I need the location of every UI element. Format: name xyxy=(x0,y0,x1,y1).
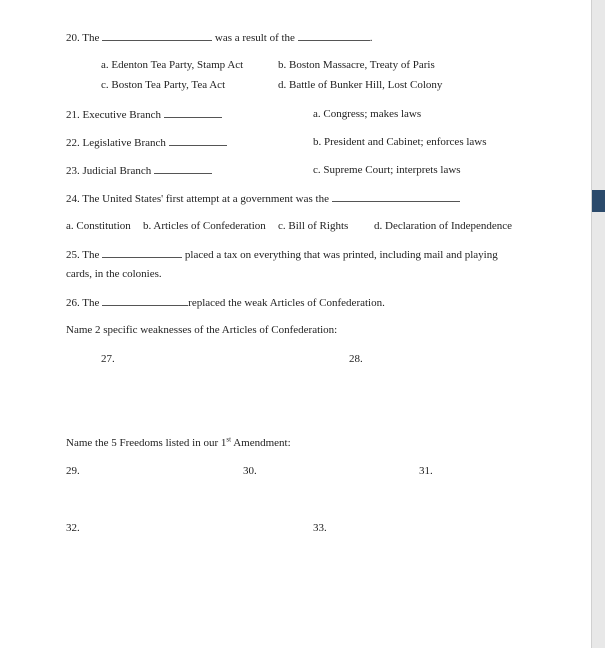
q20-prefix: 20. The xyxy=(66,32,100,44)
question-21 xyxy=(66,108,222,122)
q21-blank[interactable] xyxy=(164,108,222,118)
q26-blank[interactable] xyxy=(102,296,188,306)
question-24 xyxy=(66,192,460,206)
q25-line2: cards, in the colonies. xyxy=(66,268,162,280)
q24-option-b: b. Articles of Confederation xyxy=(143,220,266,232)
q22-label: 22. Legislative Branch xyxy=(66,137,166,149)
q20-option-c: c. Boston Tea Party, Tea Act xyxy=(101,79,226,91)
q21-match: a. Congress; makes laws xyxy=(313,108,422,120)
q20-blank-1[interactable] xyxy=(102,31,212,41)
q25-prefix: 25. The xyxy=(66,249,100,261)
q24-option-d: d. Declaration of Independence xyxy=(374,220,513,232)
q24-blank[interactable] xyxy=(332,192,460,202)
q24-label: 24. The United States' first attempt at a government was the xyxy=(66,193,329,205)
q23-match: c. Supreme Court; interprets laws xyxy=(313,164,461,176)
q26-prefix: 26. The xyxy=(66,297,100,309)
q23-label: 23. Judicial Branch xyxy=(66,165,152,177)
q20-option-a: a. Edenton Tea Party, Stamp Act xyxy=(101,59,244,71)
answer-27-number: 27. xyxy=(101,353,115,365)
q20-option-b: b. Boston Massacre, Treaty of Paris xyxy=(278,59,435,71)
q20-option-d: d. Battle of Bunker Hill, Lost Colony xyxy=(278,79,443,91)
question-20 xyxy=(66,31,372,45)
q22-blank[interactable] xyxy=(169,136,227,146)
answer-29-number: 29. xyxy=(66,465,80,477)
freedoms-prompt-end: Amendment: xyxy=(231,437,291,449)
right-panel-highlight xyxy=(592,190,605,212)
answer-31-number: 31. xyxy=(419,465,433,477)
q20-end: . xyxy=(369,32,373,44)
q20-middle: was a result of the xyxy=(214,32,295,44)
q24-option-a: a. Constitution xyxy=(66,220,131,232)
freedoms-prompt-start: Name the 5 Freedoms listed in our 1 xyxy=(66,437,227,449)
q20-blank-2[interactable] xyxy=(298,31,370,41)
answer-30-number: 30. xyxy=(243,465,257,477)
answer-28-number: 28. xyxy=(349,353,363,365)
answer-32-number: 32. xyxy=(66,522,80,534)
q22-match: b. President and Cabinet; enforces laws xyxy=(313,136,487,148)
q25-blank[interactable] xyxy=(102,248,182,258)
freedoms-prompt xyxy=(66,437,291,450)
q25-line1: placed a tax on everything that was printed, including mail and playing xyxy=(184,249,498,261)
right-panel-edge xyxy=(591,0,605,648)
question-26 xyxy=(66,296,385,310)
q23-blank[interactable] xyxy=(154,164,212,174)
weaknesses-prompt: Name 2 specific weaknesses of the Articles of Confederation: xyxy=(66,324,338,336)
question-25 xyxy=(66,248,498,262)
question-23 xyxy=(66,164,212,178)
q26-rest: replaced the weak Articles of Confederation. xyxy=(188,297,385,309)
q24-option-c: c. Bill of Rights xyxy=(278,220,349,232)
q21-label: 21. Executive Branch xyxy=(66,109,161,121)
question-22 xyxy=(66,136,227,150)
answer-33-number: 33. xyxy=(313,522,327,534)
freedoms-prompt-sup: st xyxy=(226,435,232,444)
